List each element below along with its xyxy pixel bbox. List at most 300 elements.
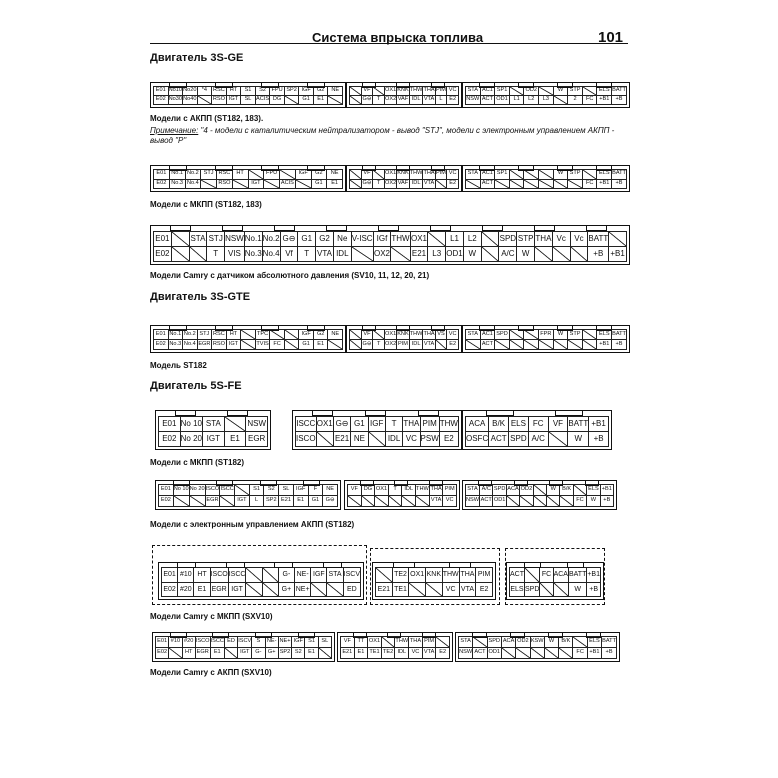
connector-pin: NE: [327, 170, 343, 180]
connector-pin: HT: [227, 330, 242, 340]
connector-pin: G⊖: [323, 496, 338, 507]
connector-pin: EGR: [211, 583, 229, 598]
connector-pin: ELS: [597, 170, 612, 180]
connector-pin: E01: [154, 232, 172, 247]
connector-pin: [241, 330, 256, 340]
connector-key-notch: [169, 326, 187, 331]
connector-pin: VF: [348, 485, 362, 496]
connector-pin: *4: [198, 87, 213, 96]
connector-pin: E1: [327, 180, 343, 190]
connector-pin: S2: [264, 485, 279, 496]
connector-pin: SL: [319, 637, 332, 648]
connector-key-notch: [396, 166, 410, 171]
connector-pin: [436, 180, 448, 190]
connector-pin: E2: [447, 340, 459, 350]
connector-pin: +B: [587, 583, 601, 598]
connector-pin: ACIS: [280, 180, 296, 190]
caption-ge-at: Модели с АКПП (ST182, 183).: [150, 114, 264, 123]
connector-pin: [510, 180, 525, 190]
connector-key-notch: [518, 83, 534, 88]
connector-pin: +B1: [609, 247, 627, 262]
connector-pin: ISCC: [220, 485, 235, 496]
connector-pin: ISCO: [206, 485, 221, 496]
connector-pin: ED: [225, 637, 238, 648]
connector-pin: SPD: [525, 583, 540, 598]
connector-ge-at-3: [462, 82, 630, 108]
connector-pin: IGT: [235, 496, 250, 507]
connector-pin: [473, 637, 487, 648]
connector-pin: OX1: [317, 417, 334, 432]
connector-pin: [350, 180, 362, 190]
connector-pin: #10: [178, 568, 194, 583]
connector-pin: OX2: [385, 340, 397, 350]
connector-pin: E02: [156, 648, 169, 659]
connector-pin: VAF: [397, 180, 410, 190]
connector-pin: PIM: [476, 568, 493, 583]
connector-pin: S2: [292, 648, 305, 659]
connector-pin: SP2: [264, 496, 279, 507]
connector-pin: E1: [211, 648, 225, 659]
connector-pin: G-: [279, 568, 295, 583]
connector-key-notch: [479, 83, 495, 88]
connector-pin: [362, 496, 376, 507]
connector-pin: No 20: [181, 432, 203, 447]
connector-pin: TE1: [393, 583, 410, 598]
connector-pin: [524, 340, 539, 350]
connector-key-notch: [586, 226, 607, 231]
connector-fe-mt-3: [462, 410, 612, 450]
connector-pin: STA: [327, 568, 343, 583]
connector-pin: +B: [612, 180, 627, 190]
connector-pin: E02: [154, 96, 169, 105]
connector-pin: VTA: [423, 340, 435, 350]
connector-pin: VIS: [225, 247, 245, 262]
connector-key-notch: [177, 563, 196, 568]
connector-pin: No.3: [245, 247, 263, 262]
connector-pin: HT: [194, 568, 210, 583]
connector-pin: THA: [409, 637, 423, 648]
connector-pin: ACT: [481, 180, 496, 190]
connector-key-notch: [307, 326, 325, 331]
connector-pin: [311, 583, 327, 598]
connector-pin: E21: [411, 247, 429, 262]
connector-key-notch: [307, 83, 325, 88]
connector-sxv-mt-3: [506, 562, 604, 600]
connector-pin: IGF: [296, 170, 312, 180]
connector-pin: ISCV: [238, 637, 252, 648]
connector-pin: STP: [568, 330, 583, 340]
connector-ge-mt-2: [346, 165, 462, 192]
connector-pin: G1: [299, 96, 314, 105]
connector-pin: KNK: [397, 330, 410, 340]
connector-pin: L3: [539, 96, 554, 105]
connector-pin: OX1: [411, 232, 429, 247]
connector-pin: SL: [241, 96, 256, 105]
connector-pin: [280, 170, 296, 180]
connector-key-notch: [312, 411, 333, 416]
connector-pin: OX2: [385, 180, 397, 190]
connector-pin: G⊖: [334, 417, 351, 432]
connector-pin: TT: [355, 637, 369, 648]
connector-key-notch: [396, 83, 410, 88]
connector-pin: G1: [299, 340, 314, 350]
connector-pin: A/C: [529, 432, 549, 447]
connector-pin: PIM: [421, 417, 440, 432]
connector-pin: [482, 247, 500, 262]
connector-pin: [328, 96, 343, 105]
connector-pin: [373, 170, 385, 180]
connector-pin: [553, 247, 571, 262]
pin-grid: [155, 636, 332, 659]
connector-pin: AC1: [481, 87, 496, 96]
connector-pin: OX1: [385, 87, 397, 96]
connector-key-notch: [215, 166, 233, 171]
connector-pin: AC1: [481, 330, 496, 340]
connector-pin: +B1: [589, 417, 609, 432]
connector-gte-1: [150, 325, 346, 353]
connector-pin: [549, 432, 569, 447]
connector-pin: VC: [443, 496, 457, 507]
connector-pin: [389, 496, 403, 507]
connector-gte-2: [346, 325, 462, 353]
connector-pin: ACT: [473, 648, 487, 659]
connector-key-notch: [585, 481, 599, 486]
connector-pin: [327, 583, 343, 598]
connector-pin: NSW: [246, 417, 268, 432]
connector-pin: RSO: [217, 180, 233, 190]
connector-pin: VF: [362, 170, 374, 180]
connector-pin: FC: [540, 568, 553, 583]
pin-grid: [349, 329, 459, 350]
connector-key-notch: [215, 326, 233, 331]
connector-pin: RSO: [212, 96, 227, 105]
connector-pin: EGR: [196, 648, 211, 659]
connector-key-notch: [557, 326, 573, 331]
connector-pin: [531, 648, 545, 659]
connector-pin: SPD: [509, 432, 529, 447]
connector-pin: [539, 87, 554, 96]
connector-pin: [574, 485, 587, 496]
connector-pin: W: [569, 583, 587, 598]
connector-pin: FC: [270, 340, 285, 350]
connector-pin: IGF: [292, 637, 305, 648]
connector-pin: L2: [524, 96, 539, 105]
connector-pin: VC: [443, 583, 460, 598]
connector-pin: BATT: [568, 417, 589, 432]
connector-pin: THA: [423, 87, 435, 96]
connector-pin: SP2: [279, 648, 292, 659]
connector-pin: E21: [341, 648, 355, 659]
connector-key-notch: [365, 411, 386, 416]
section-5s-fe: Двигатель 5S-FE: [150, 380, 242, 392]
connector-pin: [190, 247, 208, 262]
connector-pin: STP: [517, 232, 535, 247]
connector-pin: [436, 637, 450, 648]
connector-pin: +B1: [588, 648, 602, 659]
connector-pin: [235, 485, 250, 496]
connector-pin: E2: [440, 432, 459, 447]
connector-key-notch: [216, 481, 233, 486]
connector-pin: +B1: [587, 568, 601, 583]
connector-key-notch: [567, 563, 584, 568]
connector-pin: [426, 583, 443, 598]
connector-pin: VS: [436, 330, 448, 340]
connector-fe-mt-2: [292, 410, 462, 450]
connector-pin: STA: [203, 417, 225, 432]
connector-pin: W: [554, 170, 569, 180]
connector-pin: OD1: [493, 496, 506, 507]
pin-grid: [295, 416, 459, 447]
connector-pin: OX1: [385, 170, 397, 180]
connector-pin: SPD: [493, 485, 506, 496]
connector-key-notch: [261, 326, 279, 331]
connector-pin: IGT: [238, 648, 252, 659]
connector-pin: NSW: [459, 648, 473, 659]
connector-key-notch: [479, 166, 495, 171]
connector-pin: E1: [314, 96, 329, 105]
connector-pin: [583, 170, 598, 180]
connector-pin: L1: [510, 96, 525, 105]
connector-pin: [402, 496, 416, 507]
connector-pin: [510, 330, 525, 340]
connector-key-notch: [323, 563, 342, 568]
connector-pin: NE-: [295, 568, 311, 583]
connector-pin: VC: [409, 648, 423, 659]
connector-pin: [535, 247, 553, 262]
connector-pin: No 10: [174, 485, 190, 496]
connector-pin: AC1: [481, 170, 496, 180]
caption-sxv-mt: Модели Camry с МКПП (SXV10): [150, 612, 273, 621]
connector-pin: E2: [447, 180, 459, 190]
connector-pin: [409, 583, 426, 598]
connector-pin: STA: [459, 637, 473, 648]
connector-pin: TE1: [368, 648, 382, 659]
connector-pin: [201, 180, 217, 190]
connector-pin: [524, 170, 539, 180]
connector-pin: E02: [154, 340, 169, 350]
connector-pin: [436, 340, 448, 350]
connector-pin: No.2: [183, 330, 198, 340]
connector-pin: No.4: [263, 247, 281, 262]
connector-pin: [547, 496, 560, 507]
pin-grid: [349, 169, 459, 189]
connector-pin: W: [545, 637, 559, 648]
connector-pin: [246, 568, 262, 583]
connector-pin: [350, 170, 362, 180]
connector-key-notch: [479, 326, 495, 331]
connector-pin: S1: [250, 485, 265, 496]
connector-pin: IDL: [410, 340, 424, 350]
connector-pin: VF: [341, 637, 355, 648]
connector-pin: OX1: [375, 485, 389, 496]
connector-fe-at-3: [462, 480, 617, 510]
pin-grid: [375, 567, 493, 597]
connector-pin: VC: [447, 170, 459, 180]
connector-pin: [534, 496, 547, 507]
connector-pin: E01: [154, 170, 170, 180]
connector-pin: +B: [601, 496, 614, 507]
connector-pin: IDL: [386, 432, 403, 447]
pin-grid: [349, 86, 459, 105]
connector-pin: KNK: [397, 87, 410, 96]
connector-pin: G2: [316, 232, 334, 247]
connector-pin: SL: [279, 485, 294, 496]
connector-key-notch: [222, 226, 243, 231]
connector-sxv-at-2: [337, 632, 453, 662]
connector-pin: HT: [227, 87, 242, 96]
connector-pin: ISCC: [296, 417, 317, 432]
connector-pin: W: [464, 247, 482, 262]
connector-pin: Vc: [571, 232, 589, 247]
connector-pin: E01: [154, 87, 169, 96]
connector-key-notch: [396, 326, 410, 331]
pin-grid: [465, 169, 627, 189]
connector-pin: ELS: [597, 330, 612, 340]
connector-pin: G1: [298, 232, 316, 247]
connector-key-notch: [274, 226, 295, 231]
connector-pin: W: [517, 247, 535, 262]
connector-pin: G+: [279, 583, 295, 598]
connector-pin: [545, 648, 559, 659]
section-3s-ge: Двигатель 3S-GE: [150, 52, 244, 64]
connector-pin: [539, 340, 554, 350]
connector-pin: E02: [154, 247, 172, 262]
caption-sxv-at: Модели Camry с АКПП (SXV10): [150, 668, 272, 677]
connector-pin: [263, 583, 279, 598]
connector-pin: [382, 637, 396, 648]
connector-pin: [554, 340, 569, 350]
connector-pin: F: [309, 485, 324, 496]
connector-key-notch: [514, 481, 528, 486]
connector-key-notch: [394, 481, 408, 486]
connector-pin: [534, 485, 547, 496]
connector-key-notch: [596, 83, 612, 88]
connector-key-notch: [418, 411, 439, 416]
connector-pin: IGF: [369, 417, 386, 432]
connector-pin: Ne: [334, 232, 352, 247]
connector-pin: [524, 330, 539, 340]
connector-pin: E01: [162, 568, 178, 583]
connector-pin: [502, 648, 516, 659]
connector-pin: THA: [423, 330, 435, 340]
connector-key-notch: [169, 166, 187, 171]
section-3s-gte: Двигатель 3S-GTE: [150, 291, 251, 303]
connector-pin: VC: [447, 330, 459, 340]
connector-pin: ACT: [510, 568, 525, 583]
connector-pin: [524, 180, 539, 190]
connector-pin: IGF: [299, 87, 314, 96]
connector-pin: No.4: [183, 340, 198, 350]
connector-pin: No10: [169, 87, 184, 96]
connector-pin: IDL: [395, 648, 409, 659]
connector-fe-mt-1: [155, 410, 271, 450]
connector-pin: ACA: [507, 485, 520, 496]
connector-pin: OD2: [520, 485, 533, 496]
connector-pin: PIM: [443, 485, 457, 496]
connector-pin: OX2: [374, 247, 392, 262]
connector-pin: NSW: [466, 496, 480, 507]
connector-key-notch: [360, 481, 374, 486]
connector-pin: THW: [440, 417, 459, 432]
connector-pin: [583, 87, 598, 96]
connector-key-notch: [555, 411, 583, 416]
connector-pin: THA: [430, 485, 444, 496]
connector-pin: No.4: [186, 180, 202, 190]
connector-pin: E2: [436, 648, 450, 659]
connector-pin: IGF: [299, 330, 314, 340]
connector-pin: [169, 648, 182, 659]
connector-pin: KSW: [531, 637, 545, 648]
connector-pin: [560, 496, 573, 507]
connector-key-notch: [422, 633, 436, 638]
connector-pin: [319, 648, 332, 659]
connector-pin: TPC: [256, 330, 271, 340]
connector-pin: HT: [183, 648, 196, 659]
connector-pin: RSO: [212, 340, 227, 350]
connector-pin: A/C: [480, 485, 493, 496]
connector-pin: 2: [568, 96, 583, 105]
connector-pin: VTA: [460, 583, 477, 598]
connector-pin: B/K: [559, 637, 573, 648]
connector-pin: T: [373, 340, 385, 350]
connector-pin: A/C: [499, 247, 517, 262]
connector-pin: IGT: [203, 432, 225, 447]
connector-pin: L: [250, 496, 265, 507]
pin-grid: [465, 329, 627, 350]
connector-pin: IGT: [229, 583, 247, 598]
connector-pin: BATT: [569, 568, 587, 583]
connector-pin: RSC: [217, 170, 233, 180]
connector-pin: G⊖: [281, 232, 299, 247]
connector-key-notch: [518, 326, 534, 331]
connector-pin: ELS: [587, 485, 600, 496]
pin-grid: [158, 416, 268, 447]
connector-key-notch: [387, 633, 401, 638]
connector-pin: E21: [376, 583, 393, 598]
connector-pin: IDL: [334, 247, 352, 262]
connector-pin: [198, 96, 213, 105]
connector-pin: #10: [169, 637, 182, 648]
connector-pin: S1: [241, 87, 256, 96]
connector-pin: [373, 87, 385, 96]
connector-pin: T: [373, 180, 385, 190]
connector-key-notch: [175, 411, 196, 416]
connector-pin: IGT: [249, 180, 265, 190]
connector-fe-at-1: [155, 480, 341, 510]
connector-pin: E1: [294, 496, 309, 507]
connector-pin: VF: [362, 330, 374, 340]
connector-pin: No20: [183, 87, 198, 96]
connector-pin: [241, 340, 256, 350]
connector-key-notch: [362, 83, 376, 88]
connector-pin: OX1: [368, 637, 382, 648]
connector-pin: [220, 496, 235, 507]
caption-fe-at: Модели с электронным управлением АКПП (ST182): [150, 520, 355, 529]
connector-pin: BATT: [602, 637, 617, 648]
connector-pin: [172, 232, 190, 247]
connector-key-notch: [303, 481, 320, 486]
connector-pin: THA: [535, 232, 553, 247]
caption-gte: Модель ST182: [150, 361, 207, 370]
connector-ge-mt-1: [150, 165, 346, 192]
connector-pin: No.2: [186, 170, 202, 180]
connector-pin: No 20: [190, 485, 206, 496]
connector-key-notch: [274, 563, 293, 568]
connector-pin: FC: [529, 417, 549, 432]
connector-pin: [510, 340, 525, 350]
pin-grid: [509, 567, 601, 597]
connector-pin: G2: [312, 170, 328, 180]
